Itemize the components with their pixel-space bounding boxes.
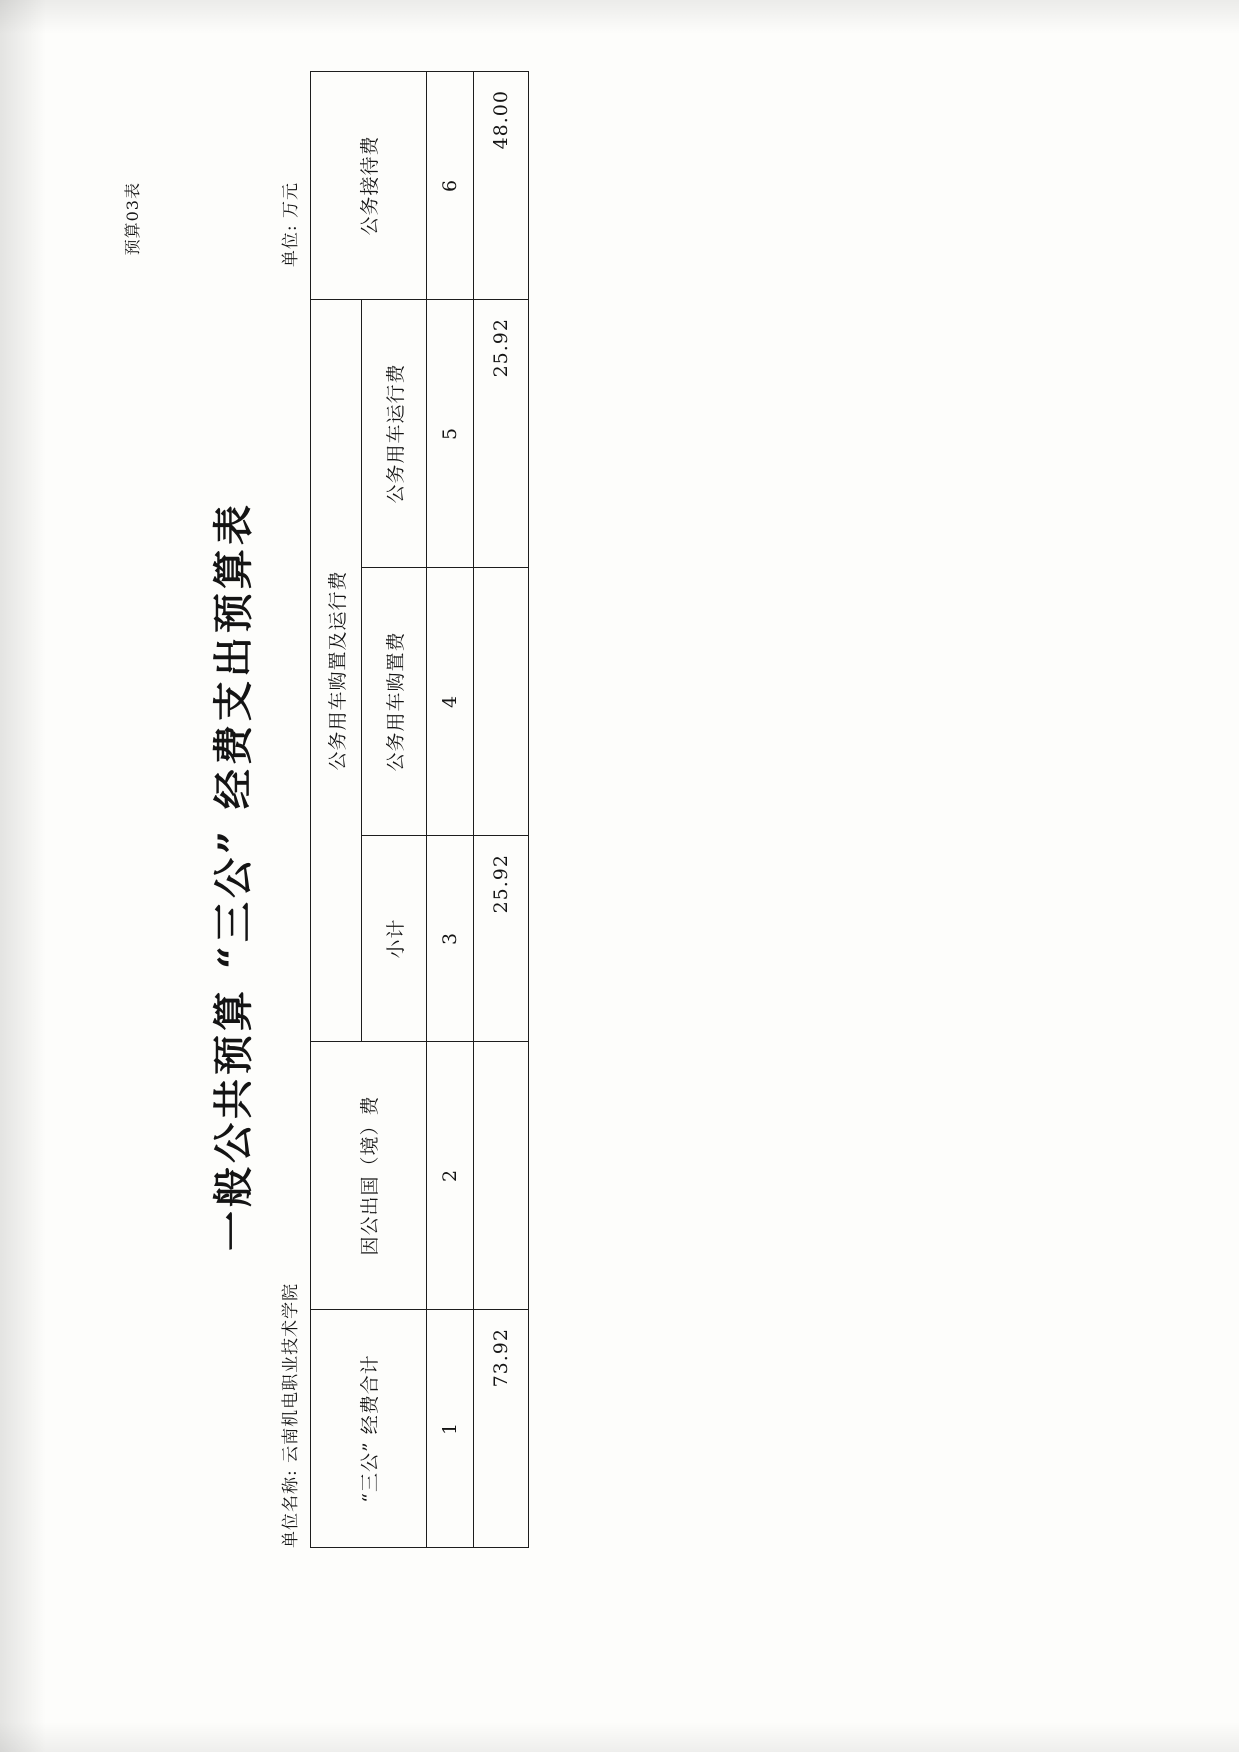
column-number-vehicle-purchase: 4 [426,568,473,836]
column-header-total: “三公” 经费合计 [310,1310,426,1548]
column-number-total: 1 [426,1310,473,1548]
budget-table [310,71,529,1548]
value-total: 73.92 [473,1310,528,1548]
column-number-abroad: 2 [426,1042,473,1310]
column-group-header-vehicle: 公务用车购置及运行费 [310,300,361,1042]
column-header-abroad: 因公出国（境）费 [310,1042,426,1310]
value-vehicle-purchase [473,568,528,836]
column-header-subtotal: 小计 [361,836,426,1042]
unit-name-field [276,1283,301,1548]
page-shadow-top [0,0,1239,34]
column-number-subtotal: 3 [426,836,473,1042]
rotated-document-body [80,90,1160,1656]
value-subtotal: 25.92 [473,836,528,1042]
column-number-vehicle-operation: 5 [426,300,473,568]
form-code-note: 预算03表 [122,182,142,256]
column-header-vehicle-purchase: 公务用车购置费 [361,568,426,836]
value-reception: 48.00 [473,72,528,300]
value-vehicle-operation: 25.92 [473,300,528,568]
amount-unit-label: 单位: 万元 [280,182,301,268]
table-column-number-row [426,72,473,1548]
table-row [473,72,528,1548]
column-header-reception: 公务接待费 [310,72,426,300]
value-abroad [473,1042,528,1310]
table-group-header-row [310,72,361,1548]
unit-name-label: 单位名称: [280,1469,301,1548]
unit-name-value: 云南机电职业技术学院 [280,1282,301,1463]
column-number-reception: 6 [426,72,473,300]
page-shadow-bottom [0,1722,1239,1752]
page-title: 一般公共预算 “三公” 经费支出预算表 [209,501,257,1251]
column-header-vehicle-operation: 公务用车运行费 [361,300,426,568]
page-shadow-left [0,0,46,1752]
meta-row [276,182,300,1548]
